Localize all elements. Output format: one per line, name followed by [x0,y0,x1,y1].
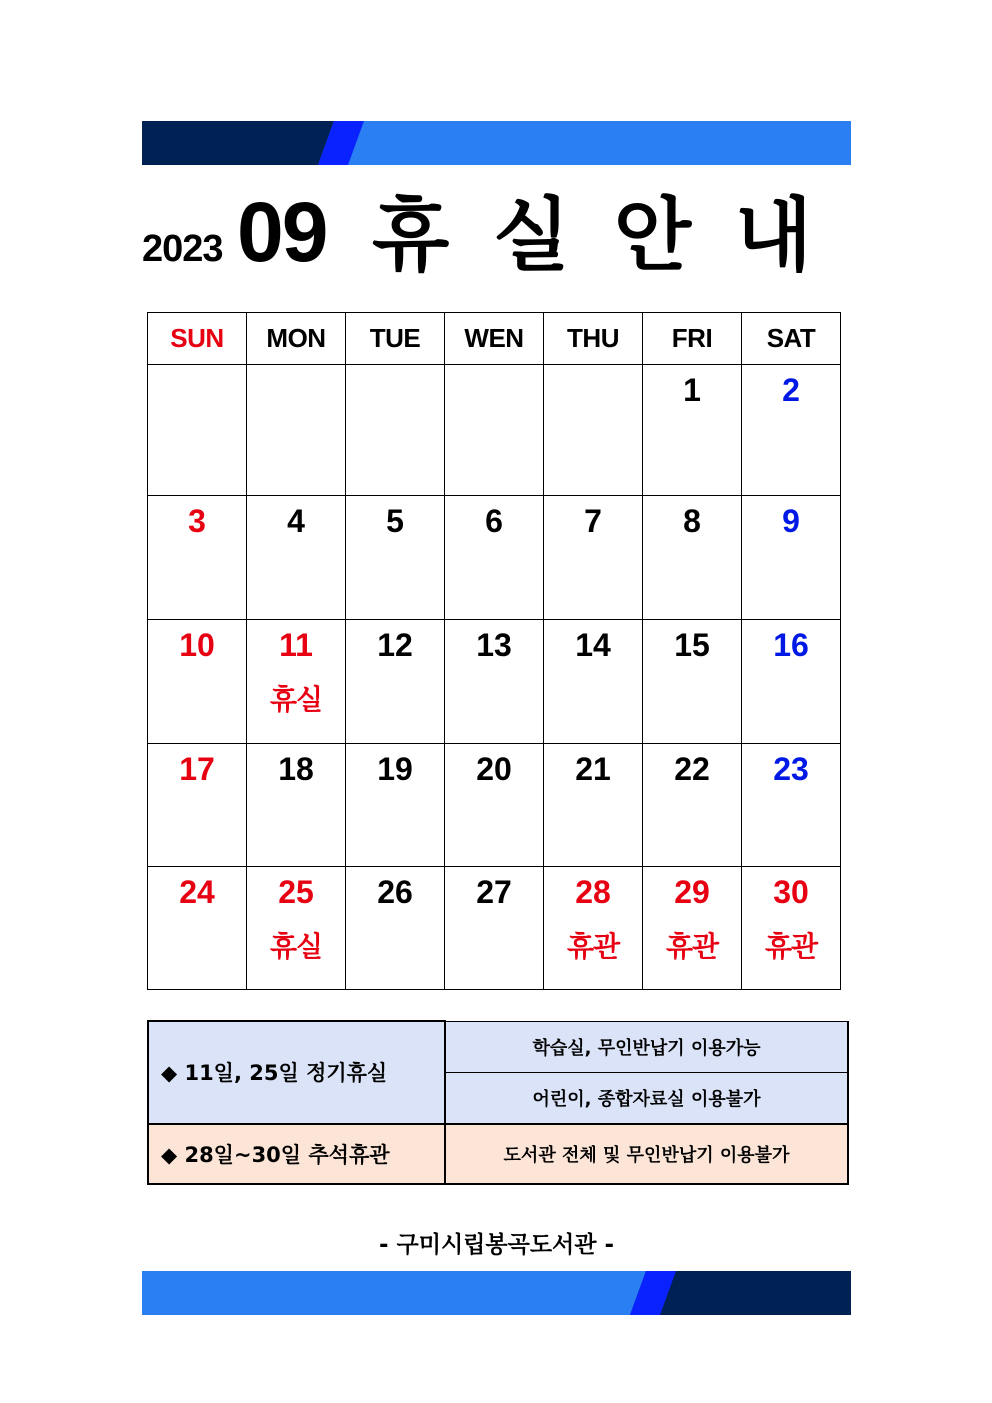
calendar-week-row [148,620,841,744]
day-number: 23 [773,751,809,787]
day-number: 29 [674,874,710,910]
header-fri: FRI [643,313,742,365]
calendar-table [147,312,841,990]
day-number: 14 [575,627,611,663]
calendar-day-cell [346,496,445,620]
closure-info-table [147,1020,849,1185]
day-number: 10 [179,627,215,663]
calendar-day-cell [247,867,346,990]
calendar-day-cell [247,496,346,620]
day-number: 8 [683,503,701,539]
calendar-day-cell [742,744,841,867]
day-number: 20 [476,751,512,787]
closure-note: 휴실 [269,930,323,963]
calendar-day-cell [544,620,643,744]
bottom-banner [142,1271,851,1315]
calendar-day-cell [445,496,544,620]
header-wed: WEN [445,313,544,365]
title-char: 실 [492,189,571,282]
regular-closure-row [148,1021,848,1072]
calendar-day-cell [742,620,841,744]
calendar-week-row [148,744,841,867]
calendar-day-cell [742,867,841,990]
calendar-day-cell [544,744,643,867]
holiday-closure-label: ◆ 28일~30일 추석휴관 [148,1124,445,1184]
calendar-day-cell [346,620,445,744]
calendar-day-cell [346,365,445,496]
day-number: 4 [287,503,305,539]
day-number: 1 [683,372,701,408]
day-number: 25 [278,874,314,910]
calendar-day-cell [346,744,445,867]
calendar-day-cell [643,867,742,990]
calendar-day-cell [148,365,247,496]
calendar-day-cell [445,867,544,990]
day-number: 3 [188,503,206,539]
calendar-day-cell [643,496,742,620]
calendar-day-cell [247,365,346,496]
calendar-week-row [148,867,841,990]
header-sun: SUN [148,313,247,365]
day-number: 11 [279,627,313,663]
header-mon: MON [247,313,346,365]
closure-note: 휴실 [269,683,323,716]
calendar-day-cell [742,365,841,496]
title-text [372,189,812,282]
title-year: 2023 [142,228,223,270]
calendar-day-cell [445,744,544,867]
calendar-day-cell [643,744,742,867]
day-number: 17 [179,751,215,787]
calendar-day-cell [544,496,643,620]
calendar-day-cell [247,620,346,744]
day-number: 22 [674,751,710,787]
day-number: 9 [782,503,800,539]
closure-note: 휴관 [764,930,818,963]
calendar-day-cell [247,744,346,867]
page-title [142,185,851,282]
day-number: 26 [377,874,413,910]
day-number: 28 [575,874,611,910]
day-number: 18 [278,751,314,787]
calendar-day-cell [544,867,643,990]
title-char: 휴 [372,189,450,282]
header-sat: SAT [742,313,841,365]
regular-closure-label: ◆ 11일, 25일 정기휴실 [148,1021,445,1124]
day-number: 15 [674,627,710,663]
calendar-week-row [148,365,841,496]
calendar-day-cell [346,867,445,990]
regular-closure-detail-1: 학습실, 무인반납기 이용가능 [445,1021,848,1072]
closure-note: 휴관 [566,930,620,963]
day-number: 30 [773,874,809,910]
holiday-closure-detail: 도서관 전체 및 무인반납기 이용불가 [445,1124,848,1184]
calendar-day-cell [643,365,742,496]
day-number: 27 [476,874,512,910]
calendar-day-cell [148,867,247,990]
day-number: 13 [476,627,512,663]
day-number: 21 [575,751,611,787]
day-number: 24 [179,874,215,910]
day-number: 6 [485,503,503,539]
calendar-week-row [148,496,841,620]
calendar-body [148,365,841,990]
title-char: 내 [734,189,812,282]
calendar-day-cell [742,496,841,620]
calendar-day-cell [148,620,247,744]
library-name-footer: - 구미시립봉곡도서관 - [378,1232,615,1258]
calendar-header-row [148,313,841,365]
title-month: 09 [237,185,327,279]
calendar-day-cell [445,365,544,496]
holiday-closure-row [148,1124,848,1184]
day-number: 19 [377,751,413,787]
day-number: 5 [386,503,404,539]
day-number: 12 [377,627,413,663]
header-tue: TUE [346,313,445,365]
day-number: 7 [584,503,602,539]
top-banner [142,121,851,165]
day-number: 16 [773,627,809,663]
calendar-day-cell [544,365,643,496]
calendar-day-cell [148,744,247,867]
title-char: 안 [613,189,692,282]
regular-closure-detail-2: 어린이, 종합자료실 이용불가 [445,1072,848,1124]
calendar-day-cell [148,496,247,620]
closure-note: 휴관 [665,930,719,963]
header-thu: THU [544,313,643,365]
calendar-day-cell [445,620,544,744]
day-number: 2 [782,372,800,408]
calendar-day-cell [643,620,742,744]
